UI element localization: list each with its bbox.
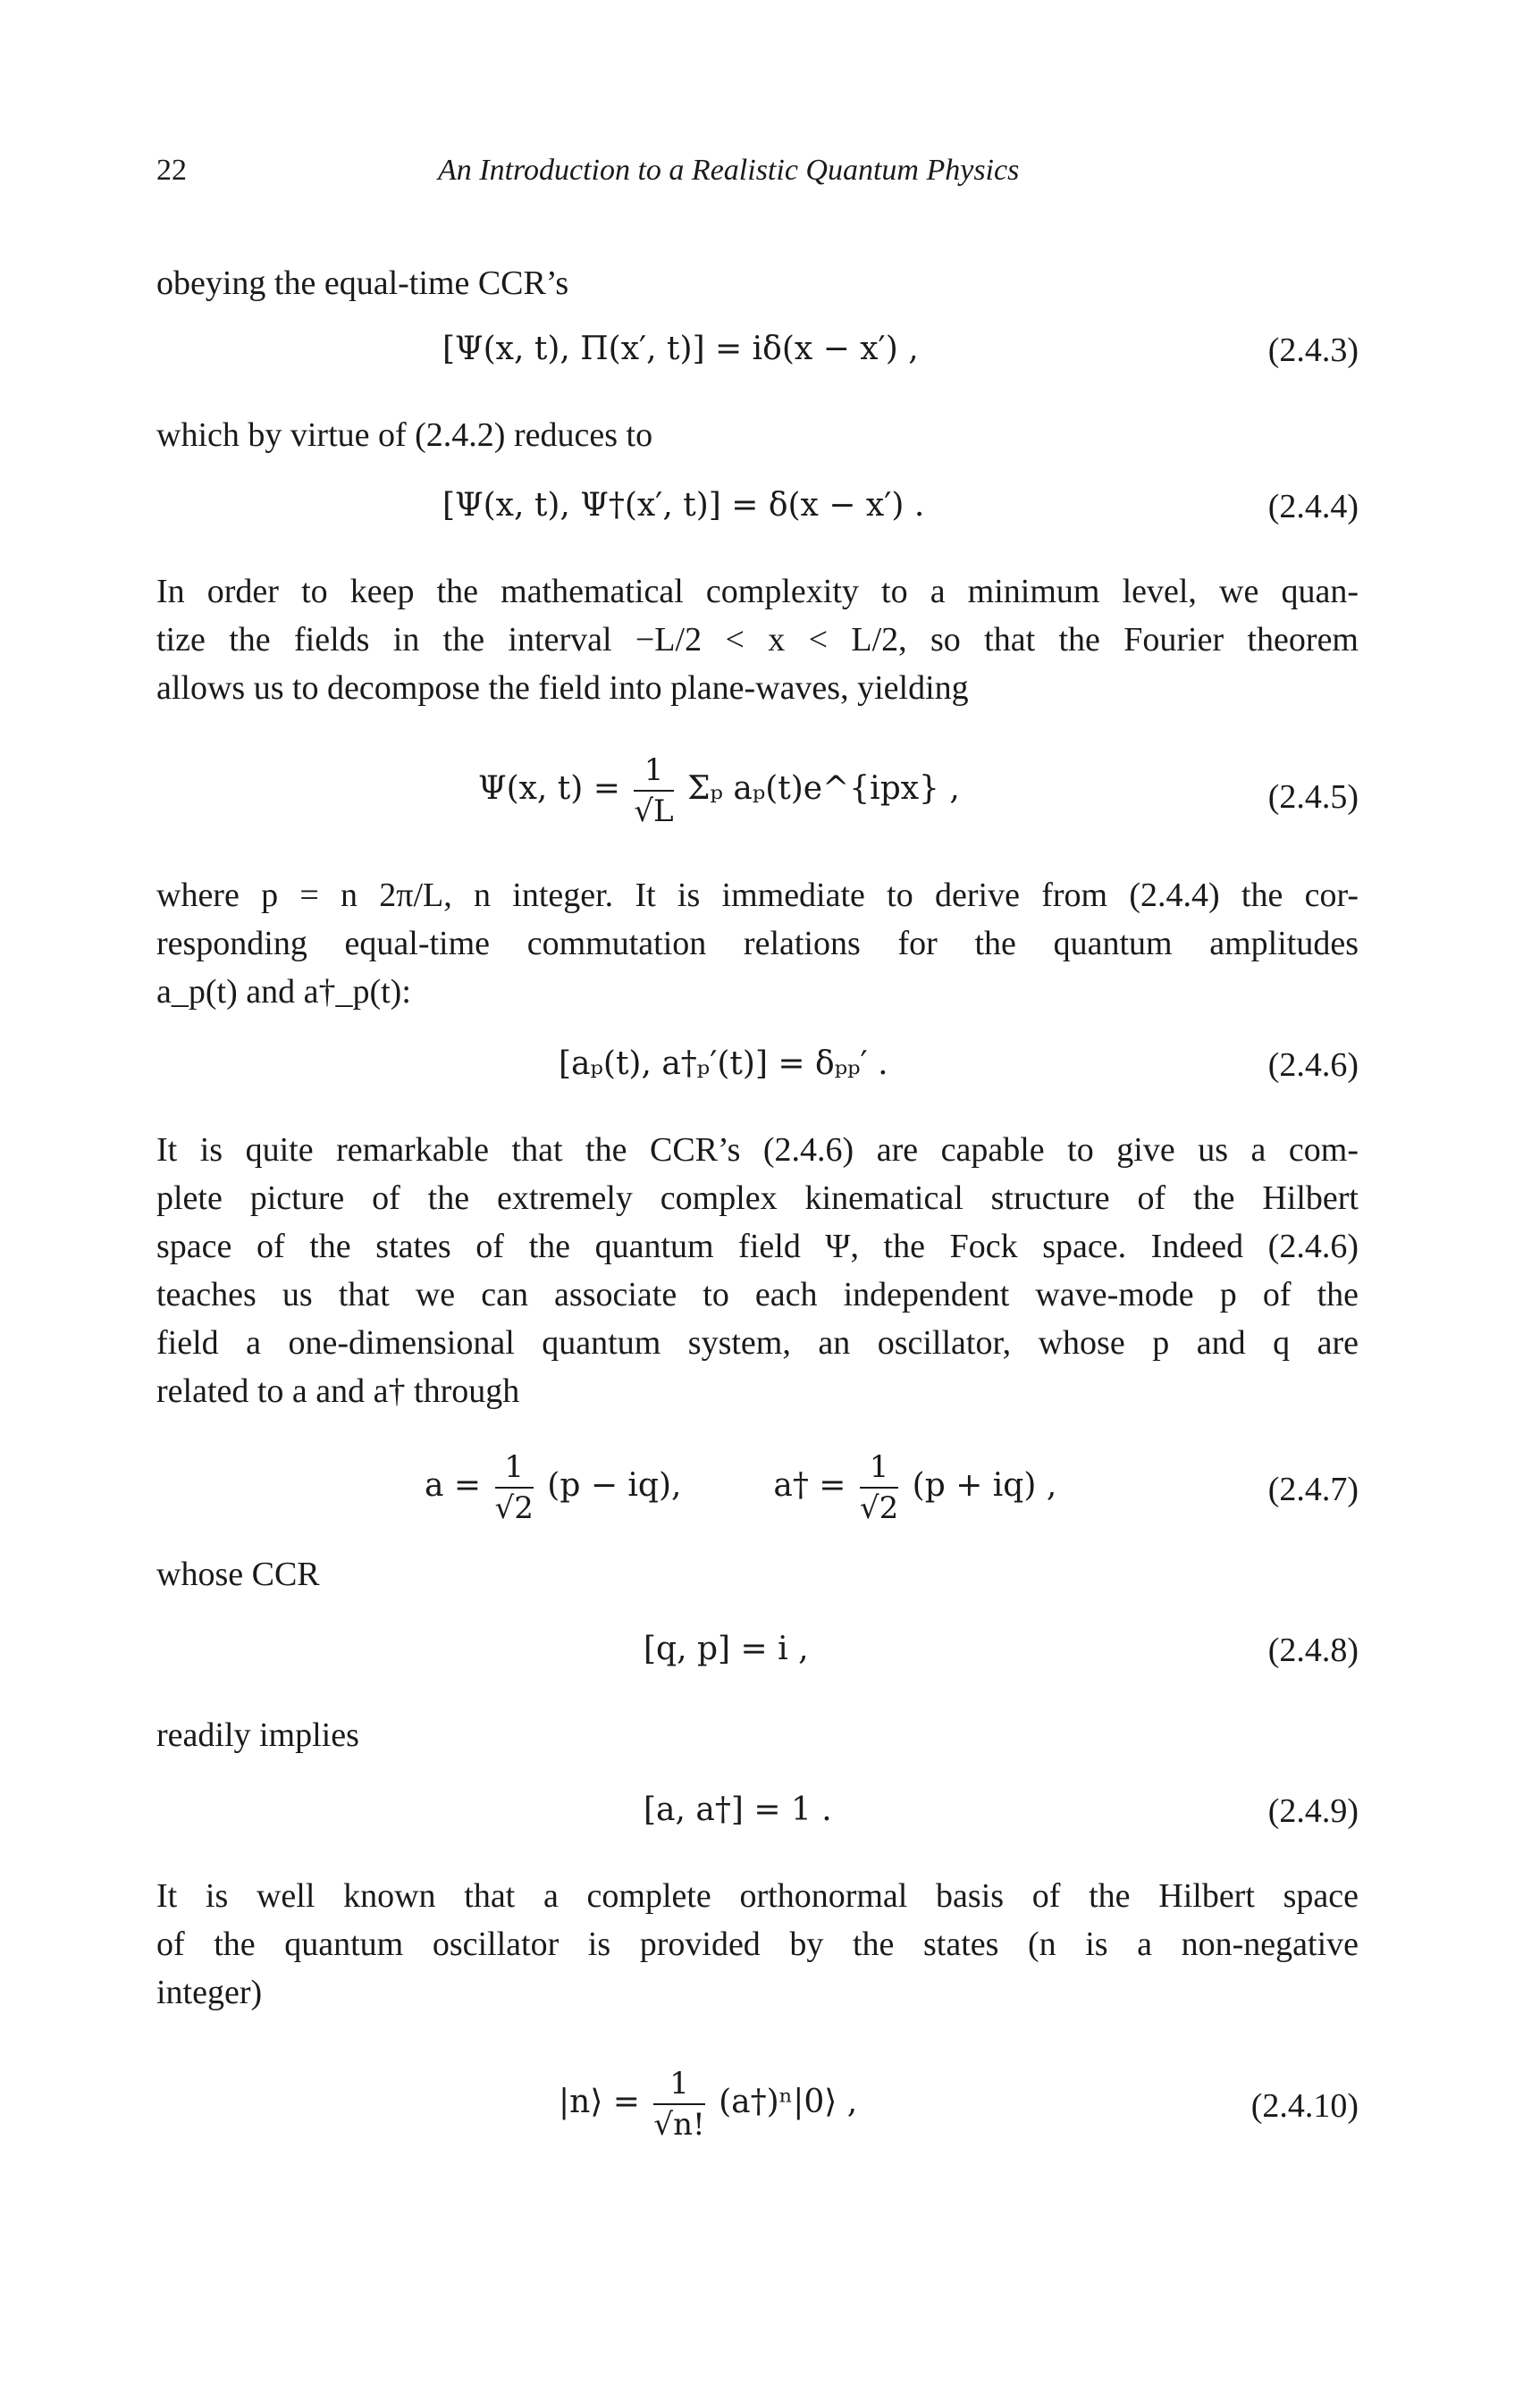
paragraph-8 bbox=[156, 1872, 1359, 2017]
equation-formula: [Ψ(x, t), Ψ†(x′, t)] = δ(x − x′) . bbox=[442, 487, 925, 524]
equation-2-4-5 bbox=[156, 733, 1359, 840]
equation-formula bbox=[478, 751, 960, 831]
equation-2-4-6 bbox=[156, 1045, 1359, 1117]
paragraph-7 bbox=[156, 1711, 1359, 1759]
equation-2-4-4 bbox=[156, 487, 1359, 558]
page-number: 22 bbox=[156, 154, 187, 187]
fraction bbox=[653, 2064, 704, 2144]
equation-number: (2.4.7) bbox=[1267, 1471, 1359, 1508]
paragraph-6 bbox=[156, 1550, 1359, 1598]
equation-2-4-3 bbox=[156, 331, 1359, 402]
formula-d: (p + iq) , bbox=[912, 1467, 1057, 1504]
paragraph-1 bbox=[156, 259, 1359, 307]
fraction-denominator: √2 bbox=[494, 1490, 534, 1526]
text-line: where p = n 2π/L, n integer. It is immediate to derive from (2.4.4) the cor- bbox=[156, 877, 1359, 914]
equation-formula: [Ψ(x, t), Π(x′, t)] = iδ(x − x′) , bbox=[442, 331, 919, 367]
fraction-denominator: √n! bbox=[653, 2107, 705, 2143]
text-line: a_p(t) and a†_p(t): bbox=[156, 973, 411, 1011]
fraction bbox=[495, 1447, 534, 1528]
text-line: related to a and a† through bbox=[156, 1372, 520, 1410]
equation-formula bbox=[425, 1447, 1056, 1528]
equation-number: (2.4.3) bbox=[1267, 331, 1359, 369]
formula-right: Σₚ aₚ(t)e^{ipx} , bbox=[687, 770, 960, 807]
text-line: tize the fields in the interval −L/2 < x < L/2, so that the Fourier theorem bbox=[156, 621, 1359, 659]
fraction bbox=[634, 751, 673, 831]
equation-2-4-9 bbox=[156, 1791, 1359, 1863]
text-line: obeying the equal-time CCR’s bbox=[156, 264, 569, 302]
formula-left: Ψ(x, t) = bbox=[478, 770, 620, 807]
paragraph-5 bbox=[156, 1126, 1359, 1415]
text-line: It is quite remarkable that the CCR’s (2.4.6) are capable to give us a com- bbox=[156, 1131, 1359, 1169]
paragraph-2 bbox=[156, 411, 1359, 459]
equation-2-4-7 bbox=[156, 1430, 1359, 1537]
fraction-denominator: √L bbox=[634, 793, 674, 829]
text-line: readily implies bbox=[156, 1716, 359, 1754]
equation-number: (2.4.6) bbox=[1267, 1046, 1359, 1084]
formula-right: (a†)ⁿ|0⟩ , bbox=[719, 2084, 858, 2120]
paragraph-4 bbox=[156, 871, 1359, 1016]
fraction-numerator: 1 bbox=[653, 2064, 704, 2105]
text-line: integer) bbox=[156, 1974, 263, 2011]
equation-number: (2.4.4) bbox=[1267, 488, 1359, 525]
text-line: space of the states of the quantum field Ψ, the Fock space. Indeed (2.4.6) bbox=[156, 1228, 1359, 1265]
equation-2-4-8 bbox=[156, 1631, 1359, 1702]
fraction-numerator: 1 bbox=[495, 1447, 534, 1489]
text-line: allows us to decompose the field into plane-waves, yielding bbox=[156, 669, 969, 707]
text-line: responding equal-time commutation relations for the quantum amplitudes bbox=[156, 925, 1359, 962]
text-line: field a one-dimensional quantum system, an oscillator, whose p and q are bbox=[156, 1324, 1359, 1362]
paragraph-3 bbox=[156, 567, 1359, 712]
text-line: whose CCR bbox=[156, 1556, 320, 1593]
fraction bbox=[860, 1447, 898, 1528]
equation-number: (2.4.10) bbox=[1250, 2087, 1359, 2125]
equation-2-4-10 bbox=[156, 2046, 1359, 2153]
formula-a: a = bbox=[425, 1467, 482, 1504]
equation-formula bbox=[559, 2064, 857, 2144]
text-line: of the quantum oscillator is provided by the states (n is a non-negative bbox=[156, 1926, 1359, 1963]
equation-formula: [aₚ(t), a†ₚ′(t)] = δₚₚ′ . bbox=[559, 1045, 888, 1082]
formula-c: a† = bbox=[773, 1467, 846, 1504]
text-line: which by virtue of (2.4.2) reduces to bbox=[156, 416, 653, 454]
text-line: teaches us that we can associate to each independent wave-mode p of the bbox=[156, 1276, 1359, 1313]
formula-b: (p − iq), bbox=[547, 1467, 682, 1504]
fraction-numerator: 1 bbox=[634, 751, 673, 792]
equation-number: (2.4.8) bbox=[1267, 1632, 1359, 1669]
equation-formula: [a, a†] = 1 . bbox=[644, 1791, 832, 1828]
running-title: An Introduction to a Realistic Quantum Physics bbox=[438, 154, 1020, 187]
formula-left: |n⟩ = bbox=[559, 2084, 640, 2120]
fraction-numerator: 1 bbox=[860, 1447, 898, 1489]
fraction-denominator: √2 bbox=[859, 1490, 899, 1526]
text-line: In order to keep the mathematical complexity to a minimum level, we quan- bbox=[156, 573, 1359, 610]
text-line: plete picture of the extremely complex kinematical structure of the Hilbert bbox=[156, 1179, 1359, 1217]
equation-formula: [q, p] = i , bbox=[644, 1631, 809, 1667]
equation-number: (2.4.9) bbox=[1267, 1792, 1359, 1830]
equation-number: (2.4.5) bbox=[1267, 778, 1359, 816]
text-line: It is well known that a complete orthonormal basis of the Hilbert space bbox=[156, 1877, 1359, 1915]
